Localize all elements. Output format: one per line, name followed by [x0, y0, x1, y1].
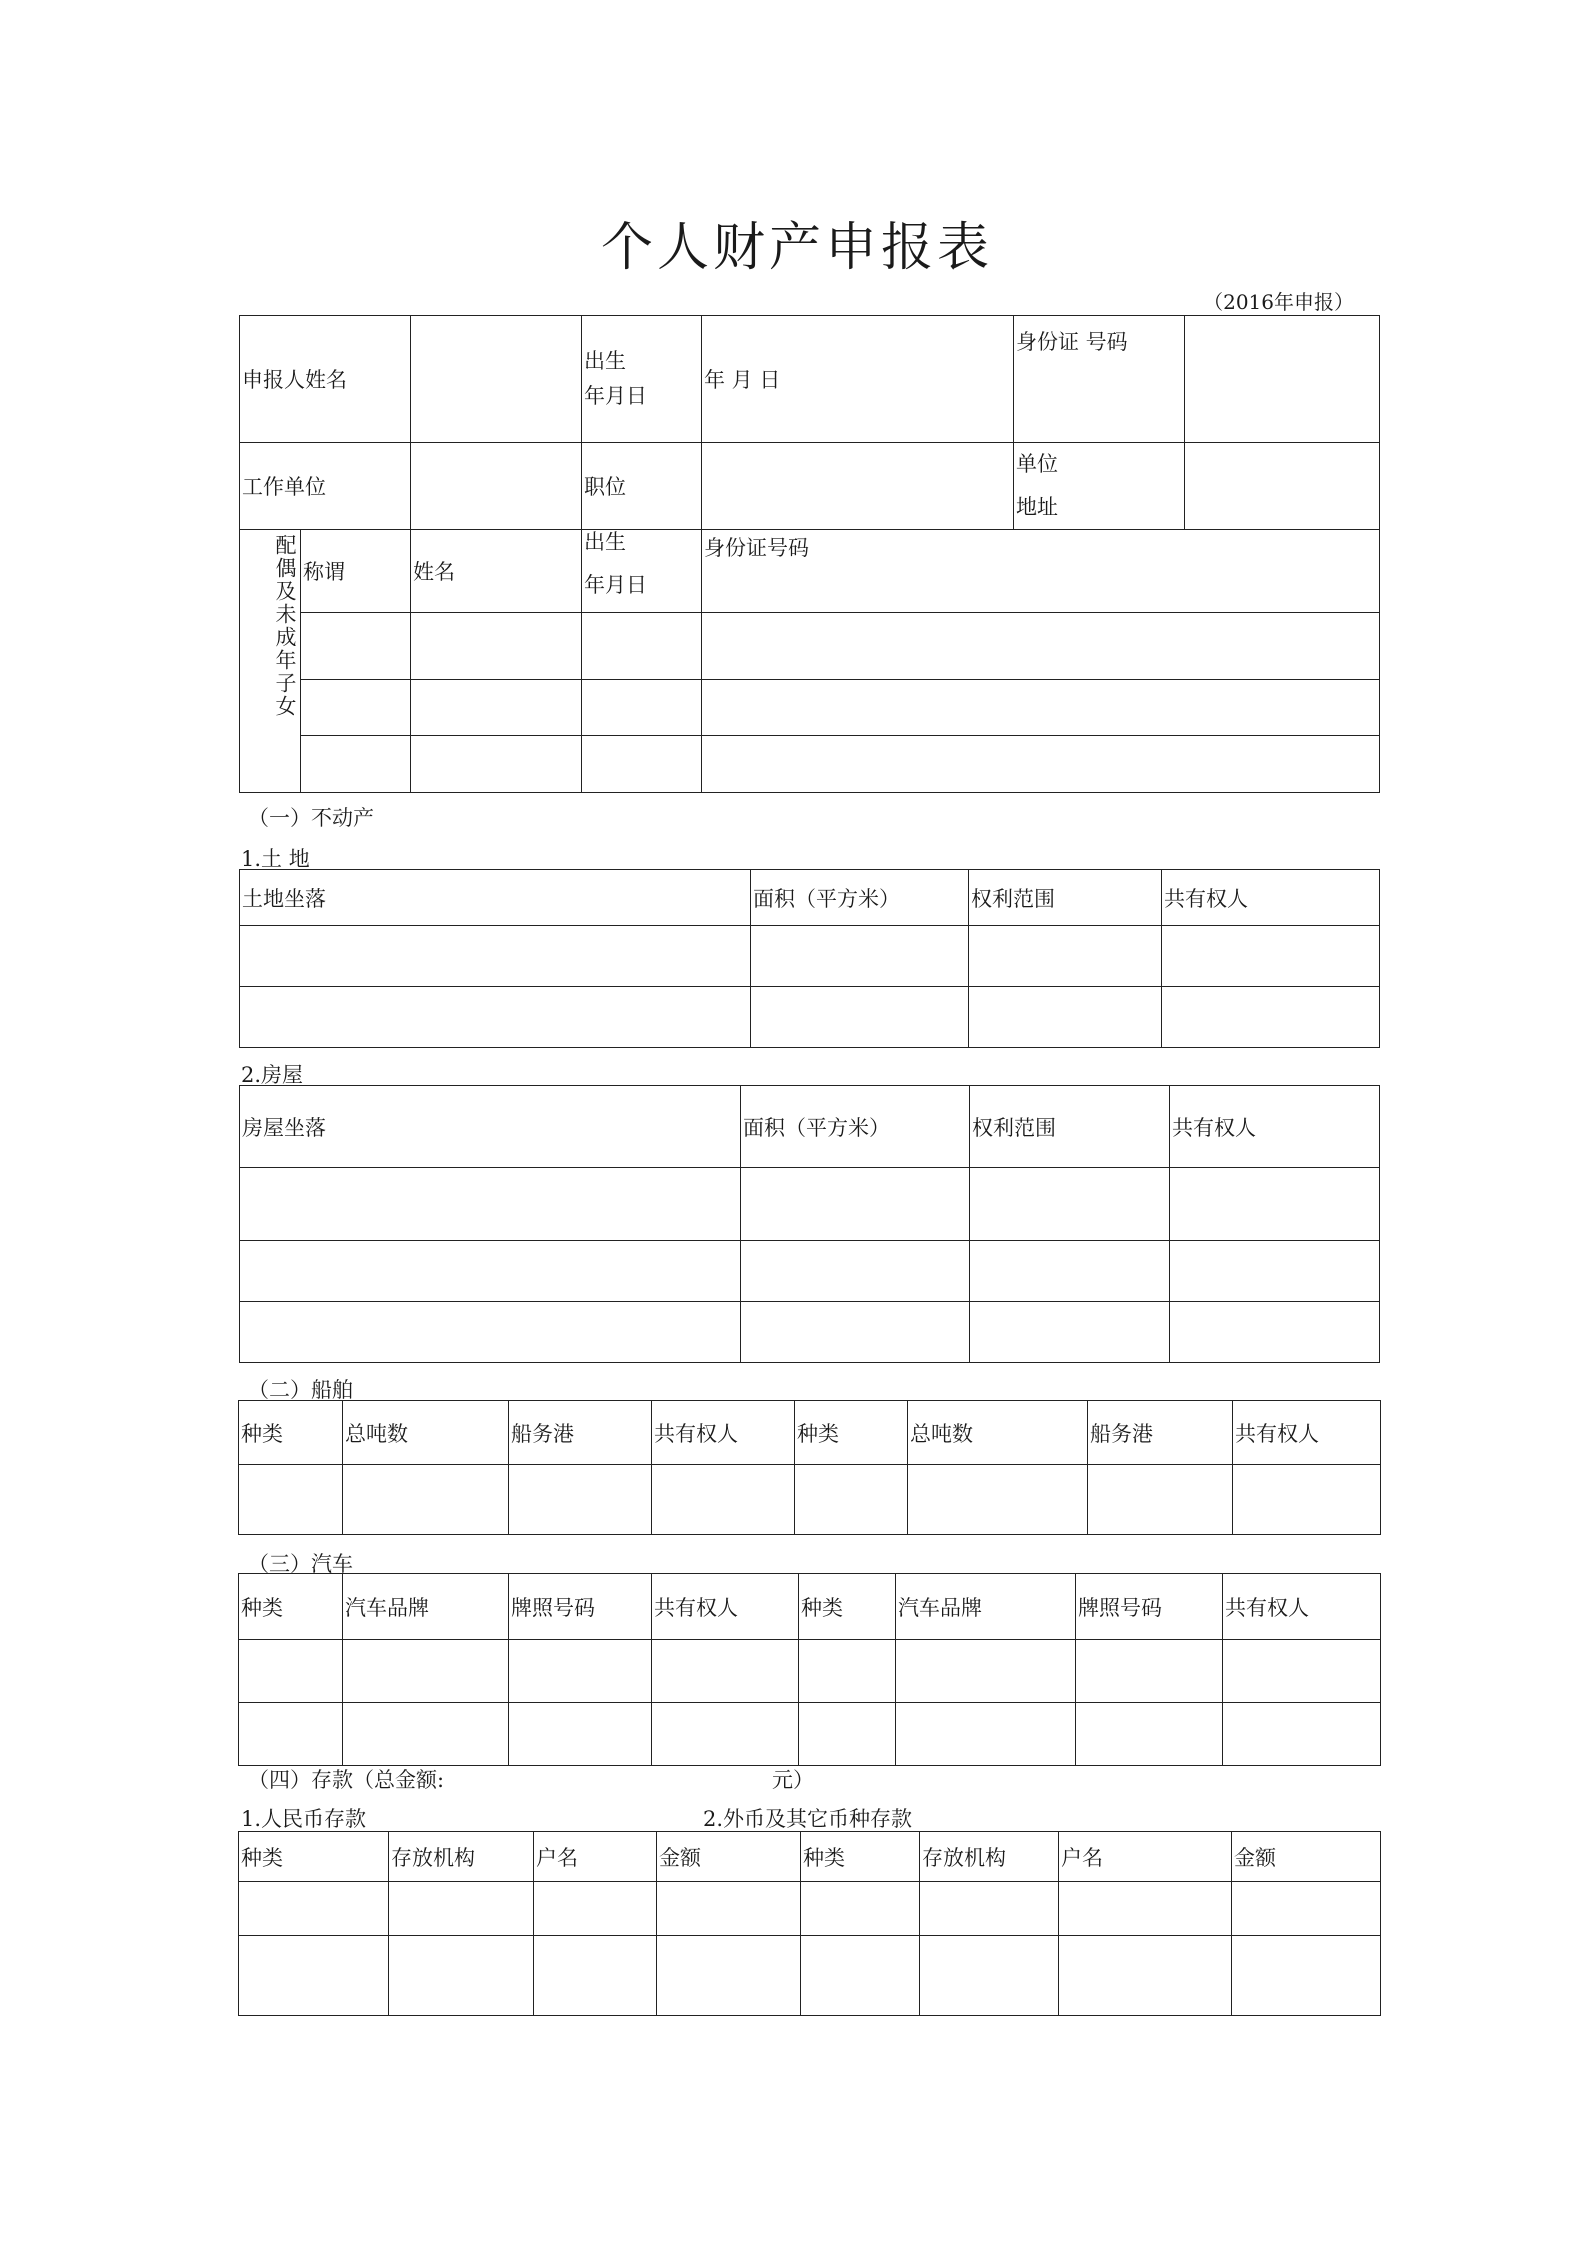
- deposit-col-type: 种类: [239, 1832, 389, 1882]
- deposit-table: [238, 1831, 1381, 2016]
- family-relation-cell[interactable]: [301, 736, 411, 793]
- ship-table: [238, 1400, 1381, 1535]
- house-heading: 2.房屋: [241, 1063, 304, 1087]
- car-col-type: 种类: [799, 1574, 896, 1640]
- table-row: [240, 1168, 1380, 1241]
- land-col-area: 面积（平方米）: [751, 870, 969, 926]
- car-col-plate: 牌照号码: [1076, 1574, 1223, 1640]
- unit-address-field[interactable]: [1185, 443, 1380, 530]
- table-row: [240, 926, 1380, 987]
- family-id-cell[interactable]: [702, 736, 1380, 793]
- id-field[interactable]: [1185, 316, 1380, 443]
- land-col-coowner: 共有权人: [1162, 870, 1380, 926]
- car-col-brand: 汽车品牌: [343, 1574, 509, 1640]
- family-side-label: 配偶及未成年子女: [240, 530, 301, 793]
- family-name-cell[interactable]: [411, 680, 582, 736]
- table-row: [239, 1882, 1381, 1936]
- house-col-area: 面积（平方米）: [741, 1086, 970, 1168]
- applicant-info-table: [239, 315, 1380, 793]
- deposit-col-type: 种类: [801, 1832, 920, 1882]
- land-heading: 1.土 地: [241, 847, 310, 871]
- family-name-cell[interactable]: [411, 736, 582, 793]
- car-table: [238, 1573, 1381, 1766]
- deposit-col-institution: 存放机构: [920, 1832, 1059, 1882]
- family-relation-cell[interactable]: [301, 613, 411, 680]
- ship-col-coowner: 共有权人: [652, 1401, 795, 1465]
- deposit-col-account-name: 户名: [1059, 1832, 1232, 1882]
- table-row: [240, 1241, 1380, 1302]
- deposit-col-amount: 金额: [1232, 1832, 1381, 1882]
- year-note: （2016年申报）: [1203, 290, 1354, 314]
- page-title: 个人财产申报表: [600, 218, 993, 278]
- deposit-col-amount: 金额: [657, 1832, 801, 1882]
- family-name-header: 姓名: [411, 530, 582, 613]
- family-name-cell[interactable]: [411, 613, 582, 680]
- foreign-deposit-heading: 2.外币及其它币种存款: [703, 1807, 913, 1831]
- ship-col-port: 船务港: [1088, 1401, 1233, 1465]
- ship-col-port: 船务港: [509, 1401, 652, 1465]
- car-heading: （三）汽车: [248, 1552, 353, 1576]
- birth-label: 出生 年月日: [582, 316, 702, 443]
- family-birth-header: 出生 年月日: [582, 530, 702, 613]
- table-row: [240, 987, 1380, 1048]
- family-id-header: 身份证号码: [702, 530, 1380, 613]
- house-col-coowner: 共有权人: [1170, 1086, 1380, 1168]
- position-label: 职位: [582, 443, 702, 530]
- rmb-deposit-heading: 1.人民币存款: [241, 1807, 367, 1831]
- car-col-type: 种类: [239, 1574, 343, 1640]
- land-col-rights: 权利范围: [969, 870, 1162, 926]
- car-col-coowner: 共有权人: [1223, 1574, 1381, 1640]
- work-unit-field[interactable]: [411, 443, 582, 530]
- ship-col-type: 种类: [795, 1401, 908, 1465]
- house-table: [239, 1085, 1380, 1363]
- birth-value: 年 月 日: [704, 368, 781, 392]
- deposit-col-account-name: 户名: [534, 1832, 657, 1882]
- family-id-cell[interactable]: [702, 680, 1380, 736]
- family-birth-cell[interactable]: [582, 613, 702, 680]
- car-col-plate: 牌照号码: [509, 1574, 652, 1640]
- car-col-brand: 汽车品牌: [896, 1574, 1076, 1640]
- table-row: [239, 1703, 1381, 1766]
- ship-heading: （二）船舶: [248, 1378, 353, 1402]
- family-relation-cell[interactable]: [301, 680, 411, 736]
- car-col-coowner: 共有权人: [652, 1574, 799, 1640]
- id-label: 身份证 号码: [1014, 316, 1185, 443]
- unit-address-label: 单位 地址: [1014, 443, 1185, 530]
- deposit-heading: （四）存款（总金额:: [248, 1768, 445, 1792]
- ship-col-tonnage: 总吨数: [343, 1401, 509, 1465]
- house-col-rights: 权利范围: [970, 1086, 1170, 1168]
- applicant-name-field[interactable]: [411, 316, 582, 443]
- ship-col-coowner: 共有权人: [1233, 1401, 1381, 1465]
- family-birth-cell[interactable]: [582, 736, 702, 793]
- family-birth-cell[interactable]: [582, 680, 702, 736]
- table-row: [239, 1640, 1381, 1703]
- work-unit-label: 工作单位: [240, 443, 411, 530]
- table-row: [239, 1936, 1381, 2016]
- land-col-location: 土地坐落: [240, 870, 751, 926]
- family-relation-header: 称谓: [301, 530, 411, 613]
- table-row: [239, 1465, 1381, 1535]
- real-estate-heading: （一）不动产: [248, 806, 374, 830]
- family-id-cell[interactable]: [702, 613, 1380, 680]
- birth-field[interactable]: [702, 316, 1014, 443]
- deposit-col-institution: 存放机构: [389, 1832, 534, 1882]
- ship-col-tonnage: 总吨数: [908, 1401, 1088, 1465]
- land-table: [239, 869, 1380, 1048]
- house-col-location: 房屋坐落: [240, 1086, 741, 1168]
- position-field[interactable]: [702, 443, 1014, 530]
- table-row: [240, 1302, 1380, 1363]
- deposit-total-suffix: 元）: [772, 1768, 814, 1792]
- ship-col-type: 种类: [239, 1401, 343, 1465]
- applicant-name-label: 申报人姓名: [240, 316, 411, 443]
